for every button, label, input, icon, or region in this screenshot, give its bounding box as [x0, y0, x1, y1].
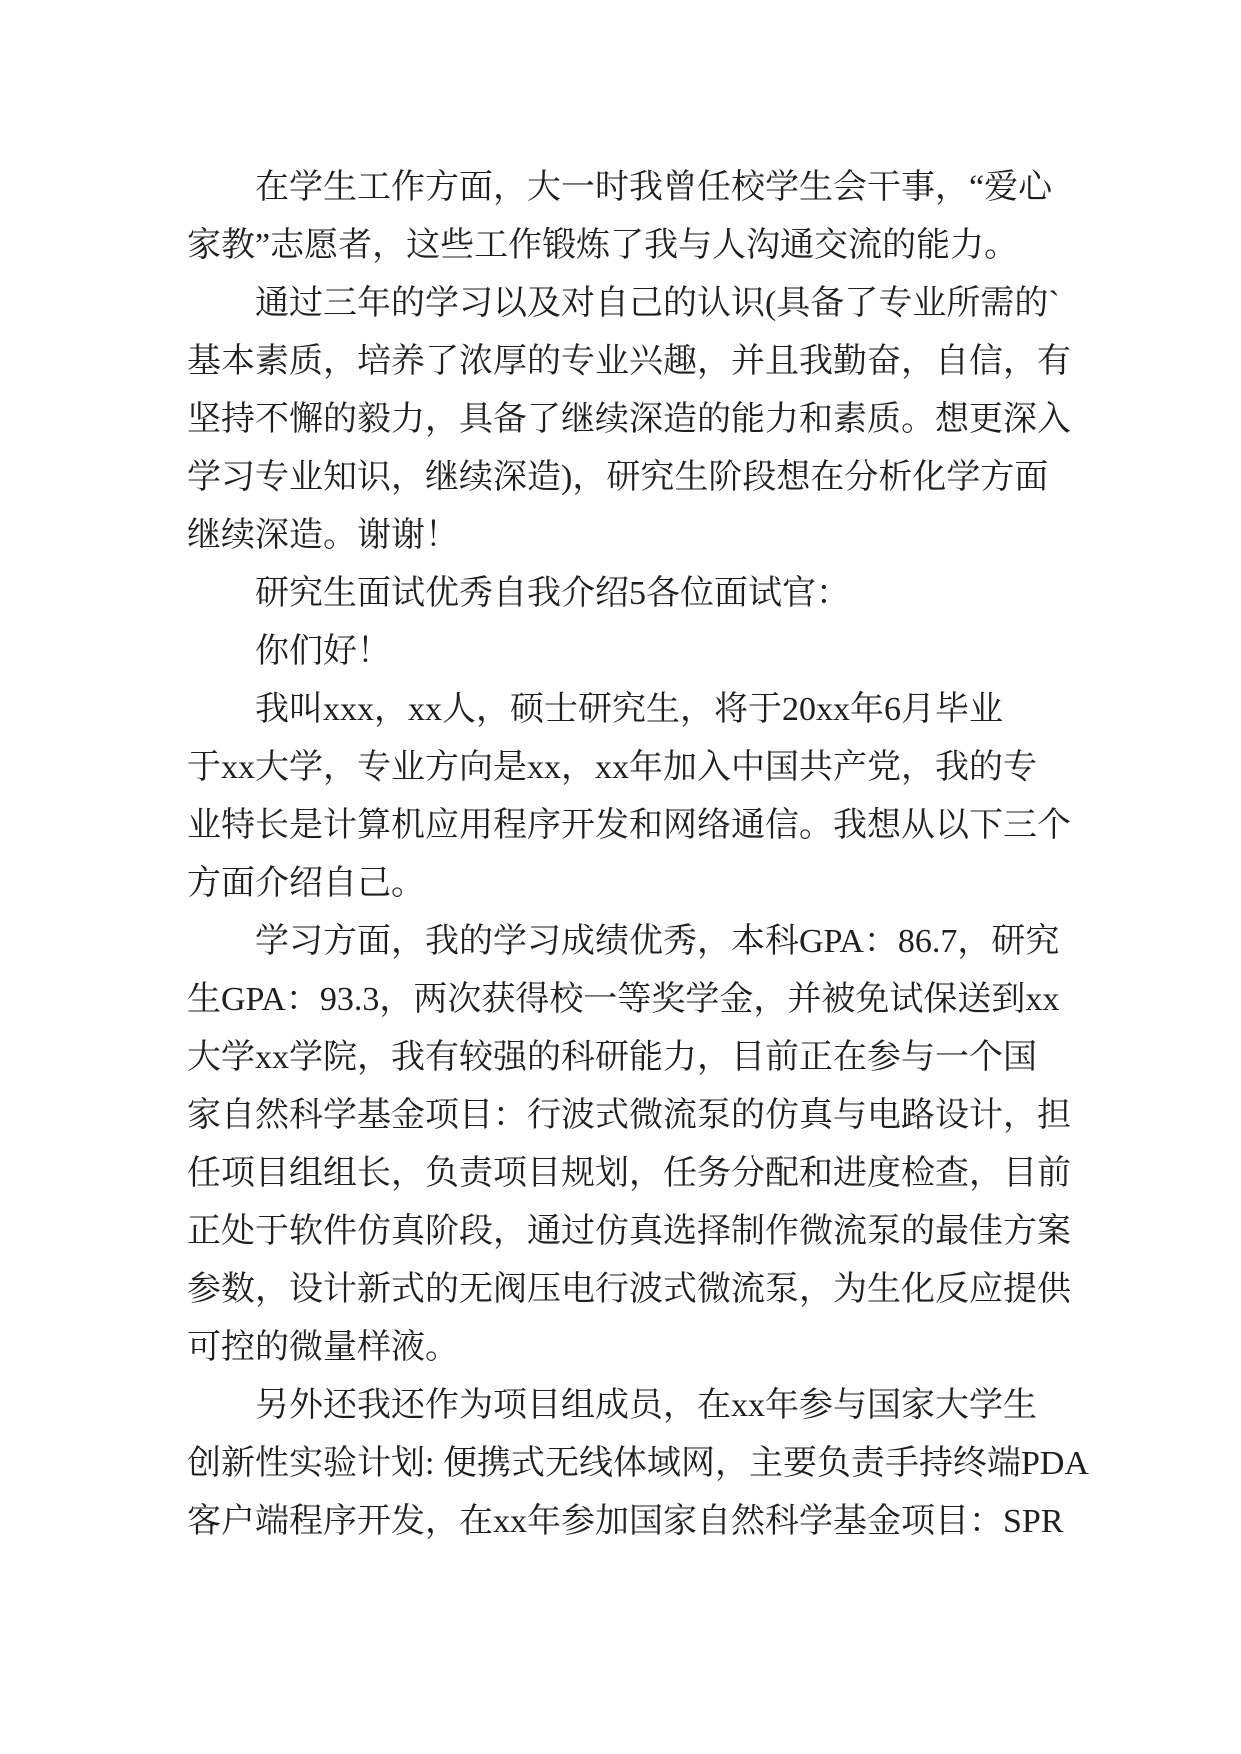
text-line: 创新性实验计划: 便携式无线体域网，主要负责手持终端PDA: [187, 1445, 1089, 1482]
text-line: 研究生面试优秀自我介绍5各位面试官：: [255, 575, 850, 612]
text-line: 坚持不懈的毅力，具备了继续深造的能力和素质。想更深入: [187, 401, 1071, 438]
text-line: 大学xx学院，我有较强的科研能力，目前正在参与一个国: [187, 1039, 1037, 1076]
text-line: 任项目组组长，负责项目规划，任务分配和进度检查，目前: [187, 1155, 1071, 1192]
text-line: 业特长是计算机应用程序开发和网络通信。我想从以下三个: [187, 807, 1071, 844]
text-line: 学习方面，我的学习成绩优秀，本科GPA：86.7，研究: [255, 923, 1060, 960]
text-line: 于xx大学，专业方向是xx，xx年加入中国共产党，我的专: [187, 749, 1037, 786]
text-line: 我叫xxx，xx人，硕士研究生，将于20xx年6月毕业: [255, 691, 1003, 728]
text-line: 方面介绍自己。: [187, 865, 425, 902]
text-line: 家自然科学基金项目：行波式微流泵的仿真与电路设计，担: [187, 1097, 1071, 1134]
text-line: 生GPA：93.3，两次获得校一等奖学金，并被免试保送到xx: [187, 981, 1060, 1018]
text-line: 客户端程序开发，在xx年参加国家自然科学基金项目：SPR: [187, 1503, 1064, 1540]
text-line: 另外还我还作为项目组成员，在xx年参与国家大学生: [255, 1387, 1037, 1424]
text-line: 继续深造。谢谢！: [187, 517, 459, 554]
text-line: 家教”志愿者，这些工作锻炼了我与人沟通交流的能力。: [187, 227, 1019, 264]
document-text-block: [187, 159, 1112, 1551]
text-line: 通过三年的学习以及对自己的认识(具备了专业所需的`: [255, 285, 1060, 322]
text-line: 基本素质，培养了浓厚的专业兴趣，并且我勤奋，自信，有: [187, 343, 1071, 380]
text-line: 正处于软件仿真阶段，通过仿真选择制作微流泵的最佳方案: [187, 1213, 1071, 1250]
text-line: 学习专业知识，继续深造)，研究生阶段想在分析化学方面: [187, 459, 1049, 496]
text-line: 你们好！: [255, 633, 391, 670]
text-line: 在学生工作方面，大一时我曾任校学生会干事，“爱心: [255, 169, 1053, 206]
text-line: 可控的微量样液。: [187, 1329, 459, 1366]
text-line: 参数，设计新式的无阀压电行波式微流泵，为生化反应提供: [187, 1271, 1071, 1308]
